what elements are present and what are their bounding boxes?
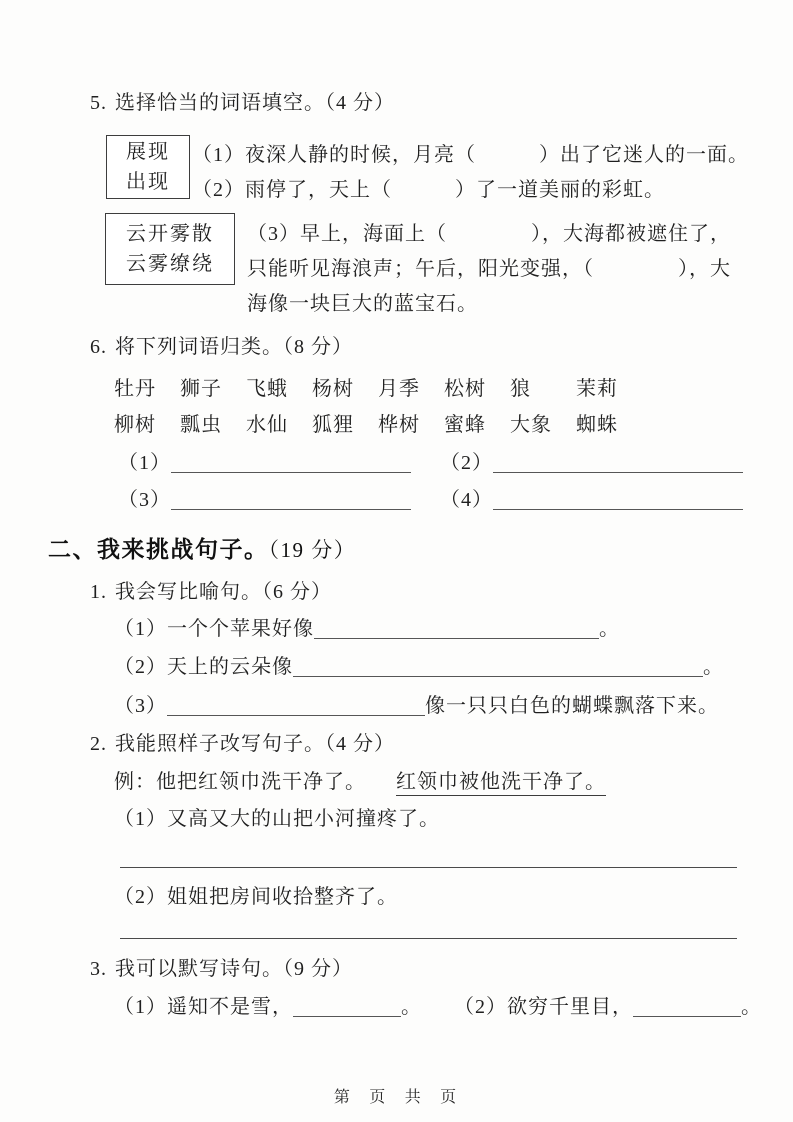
section-2-title: 我来挑战句子。 <box>97 536 269 562</box>
item-prefix: （1）一个个苹果好像 <box>114 618 314 640</box>
question-6-title: 将下列词语归类。 <box>115 336 283 358</box>
blank-label: （3） <box>118 489 171 511</box>
question-number: 3. <box>90 958 107 980</box>
word-bank-1-word-2: 出现 <box>126 171 170 193</box>
word-item: 蜘蛛 <box>576 414 618 436</box>
question-number: 1. <box>90 581 107 603</box>
example-answer: 红领巾被他洗干净了。 <box>396 771 606 796</box>
rewrite-example-line <box>114 769 606 795</box>
word-item: 瓢虫 <box>180 414 222 436</box>
question-6-number: 6. <box>90 336 107 358</box>
rewrite-item-2: （2）姐姐把房间收拾整齐了。 <box>114 886 398 908</box>
poem-item-2-prefix: （2）欲穷千里目， <box>454 996 633 1018</box>
answer-blank-line <box>314 620 599 639</box>
question-6-score: （8 分） <box>283 336 353 358</box>
word-item: 狼 <box>510 378 531 400</box>
question-title: 我会写比喻句。 <box>115 581 262 603</box>
question-title: 我能照样子改写句子。 <box>115 733 325 755</box>
section-2-question-3-heading <box>90 956 353 982</box>
question-5-item-3-line-1: （3）早上，海面上（ ），大海都被遮住了， <box>247 223 731 245</box>
word-bank-2-word-2: 云雾缭绕 <box>126 253 214 275</box>
poem-item-2-suffix: 。 <box>741 996 762 1018</box>
answer-blank-line <box>493 454 743 473</box>
poem-item-1-suffix: 。 <box>401 996 422 1018</box>
word-item: 松树 <box>444 378 486 400</box>
word-item: 柳树 <box>114 414 156 436</box>
word-item: 月季 <box>378 378 420 400</box>
question-5-heading <box>90 90 395 116</box>
question-6-blank-4 <box>440 487 743 513</box>
item-prefix: （2）天上的云朵像 <box>114 656 293 678</box>
question-6-blank-3 <box>118 487 411 513</box>
question-title: 我可以默写诗句。 <box>115 958 283 980</box>
word-list-row-1 <box>114 372 642 401</box>
item-prefix: （3） <box>114 695 167 717</box>
question-5-title: 选择恰当的词语填空。 <box>115 92 325 114</box>
word-item: 茉莉 <box>576 378 618 400</box>
answer-rule-line <box>120 938 737 939</box>
answer-blank-line <box>493 491 743 510</box>
question-5-number: 5. <box>90 92 107 114</box>
example-prompt: 例：他把红领巾洗干净了。 <box>114 771 366 793</box>
answer-blank-line <box>167 697 425 716</box>
question-6-heading <box>90 334 353 360</box>
word-bank-2-word-1: 云开雾散 <box>126 223 214 245</box>
answer-rule-line <box>120 867 737 868</box>
blank-label: （1） <box>118 452 171 474</box>
rewrite-item-1: （1）又高又大的山把小河撞疼了。 <box>114 808 440 830</box>
question-5-item-3-line-3: 海像一块巨大的蓝宝石。 <box>247 293 478 315</box>
word-item: 杨树 <box>312 378 354 400</box>
question-5-item-3-line-2: 只能听见海浪声；午后，阳光变强，（ ），大 <box>247 258 731 280</box>
word-item: 狐狸 <box>312 414 354 436</box>
word-list-row-2 <box>114 408 642 437</box>
poem-dictation-line <box>114 994 762 1020</box>
blank-label: （4） <box>440 489 493 511</box>
item-suffix: 。 <box>703 656 724 678</box>
item-suffix: 。 <box>599 618 620 640</box>
question-6-blank-1 <box>118 450 411 476</box>
section-2-question-1-heading <box>90 579 332 605</box>
word-item: 水仙 <box>246 414 288 436</box>
question-number: 2. <box>90 733 107 755</box>
question-6-blank-2 <box>440 450 743 476</box>
question-5-score: （4 分） <box>325 92 395 114</box>
item-suffix: 像一只只白色的蝴蝶飘落下来。 <box>425 695 719 717</box>
word-item: 牡丹 <box>114 378 156 400</box>
word-item: 飞蛾 <box>246 378 288 400</box>
poem-item-1-prefix: （1）遥知不是雪， <box>114 996 293 1018</box>
word-item: 狮子 <box>180 378 222 400</box>
word-item: 蜜蜂 <box>444 414 486 436</box>
word-item: 大象 <box>510 414 552 436</box>
simile-item-2 <box>114 654 724 680</box>
question-5-item-2: （2）雨停了，天上（ ）了一道美丽的彩虹。 <box>192 179 665 201</box>
question-score: （6 分） <box>262 581 332 603</box>
word-bank-1-word-1: 展现 <box>126 141 170 163</box>
section-2-number: 二、 <box>48 536 97 562</box>
answer-blank-line <box>293 998 401 1017</box>
simile-item-1 <box>114 616 620 642</box>
word-item: 桦树 <box>378 414 420 436</box>
question-score: （9 分） <box>283 958 353 980</box>
blank-label: （2） <box>440 452 493 474</box>
section-2-heading <box>48 531 356 564</box>
section-2-question-2-heading <box>90 731 395 757</box>
word-bank-box-2 <box>105 213 235 285</box>
section-2-score: （19 分） <box>268 538 357 562</box>
answer-blank-line <box>293 658 703 677</box>
word-bank-box-1 <box>106 135 190 199</box>
answer-blank-line <box>633 998 741 1017</box>
answer-blank-line <box>171 454 411 473</box>
question-score: （4 分） <box>325 733 395 755</box>
question-5-item-1: （1）夜深人静的时候，月亮（ ）出了它迷人的一面。 <box>192 144 749 166</box>
page-footer: 第 页 共 页 <box>333 1089 460 1106</box>
simile-item-3 <box>114 693 719 719</box>
answer-blank-line <box>171 491 411 510</box>
